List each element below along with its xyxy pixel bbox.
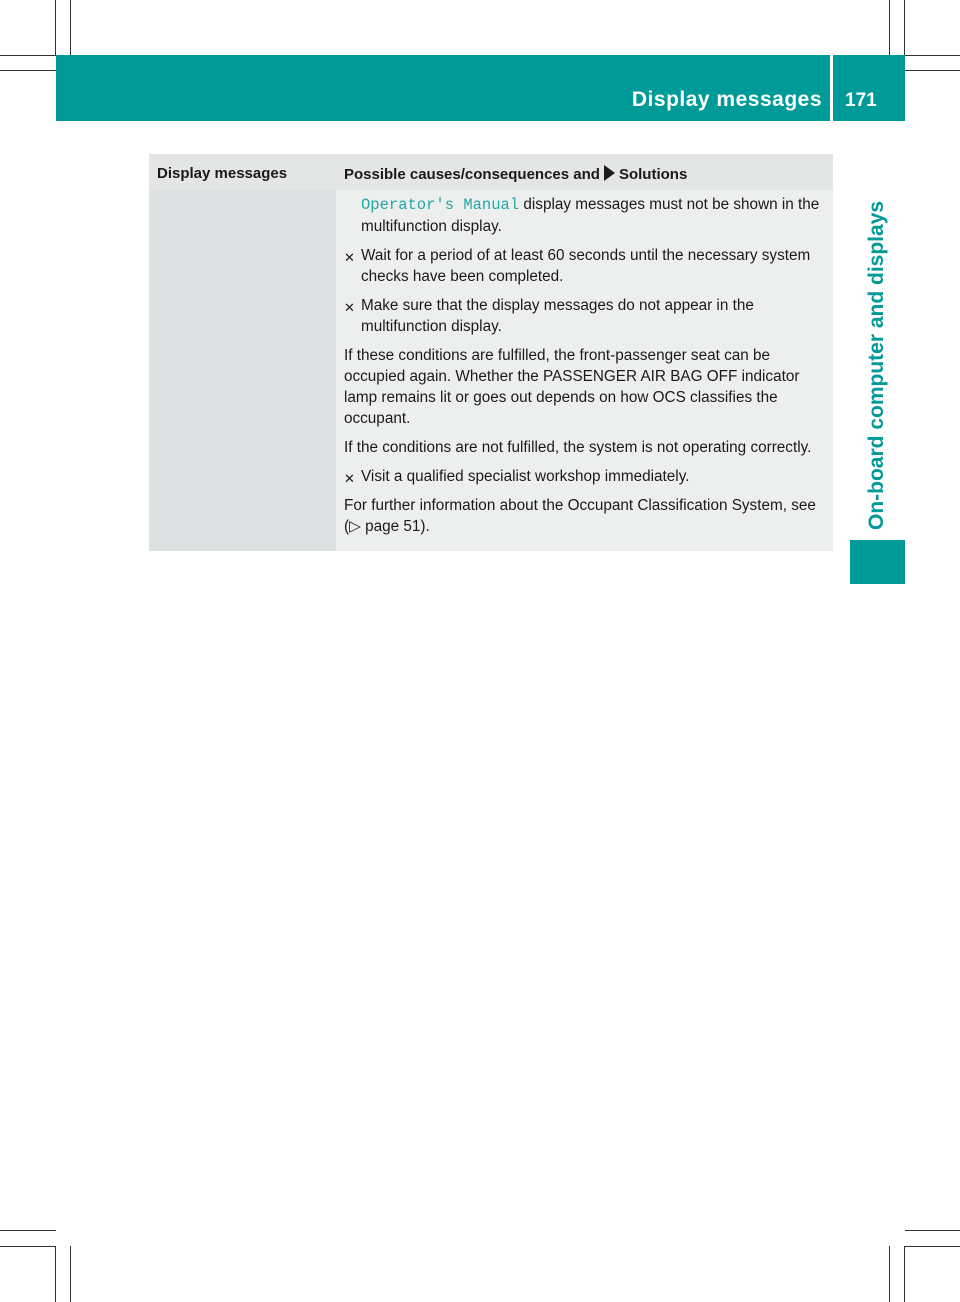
action-step — [344, 295, 830, 337]
page-ref-triangle-icon: ▷ — [349, 518, 361, 535]
crop-mark — [905, 70, 960, 71]
chapter-tab-marker — [850, 540, 905, 584]
crop-mark — [0, 55, 56, 56]
crop-mark — [55, 0, 56, 56]
crop-mark — [904, 0, 905, 56]
column-header-causes-solutions — [344, 165, 687, 183]
display-message-code: Operator's Manual — [361, 196, 520, 214]
crop-mark — [905, 55, 960, 56]
crop-mark — [889, 1246, 890, 1302]
chapter-tab-label: On-board computer and displays — [865, 200, 888, 530]
crop-mark — [70, 1246, 71, 1302]
action-step-text: Visit a qualified specialist workshop immediately. — [361, 468, 690, 485]
paragraph — [344, 194, 830, 237]
paragraph-text: ). — [420, 518, 430, 535]
table-header-row — [149, 154, 833, 190]
page-reference-link[interactable]: page 51 — [365, 518, 421, 535]
crop-mark — [0, 1230, 56, 1231]
crop-mark — [905, 1230, 960, 1231]
crop-mark — [889, 0, 890, 56]
paragraph-text: display messages must not be shown in the multifunction display. — [361, 196, 820, 235]
arrow-bullet-icon: ✕ — [344, 300, 355, 315]
page-number: 171 — [845, 90, 877, 111]
action-step-text: Wait for a period of at least 60 seconds until the necessary system checks have been completed. — [361, 247, 811, 285]
table-cell-message — [149, 190, 336, 551]
column-header-text: Solutions — [618, 166, 688, 183]
solutions-text — [344, 194, 830, 545]
paragraph: If these conditions are fulfilled, the front-passenger seat can be occupied again. Whether the PASSENGER AIR BAG OFF indicator lamp remains lit or goes out depends on how OCS classifies the occupant. — [344, 347, 800, 427]
action-step — [344, 245, 830, 287]
column-header-display-messages: Display messages — [157, 165, 288, 182]
crop-mark — [904, 1246, 905, 1302]
column-header-text: Possible causes/consequences and — [344, 166, 600, 183]
crop-mark — [0, 70, 56, 71]
display-messages-table — [149, 154, 833, 551]
header-divider — [830, 55, 833, 121]
paragraph — [344, 495, 830, 537]
arrow-bullet-icon: ✕ — [344, 250, 355, 265]
crop-mark — [70, 0, 71, 56]
crop-mark — [55, 1246, 56, 1302]
arrow-right-icon — [604, 165, 615, 181]
paragraph: If the conditions are not fulfilled, the system is not operating correctly. — [344, 439, 812, 456]
arrow-bullet-icon: ✕ — [344, 471, 355, 486]
crop-mark — [0, 1246, 56, 1247]
action-step — [344, 466, 830, 487]
crop-mark — [905, 1246, 960, 1247]
page-title: Display messages — [631, 88, 822, 111]
paragraph-text: For further information about the Occupant Classification System, see ( — [344, 497, 816, 535]
action-step-text: Make sure that the display messages do not appear in the multifunction display. — [361, 297, 754, 335]
